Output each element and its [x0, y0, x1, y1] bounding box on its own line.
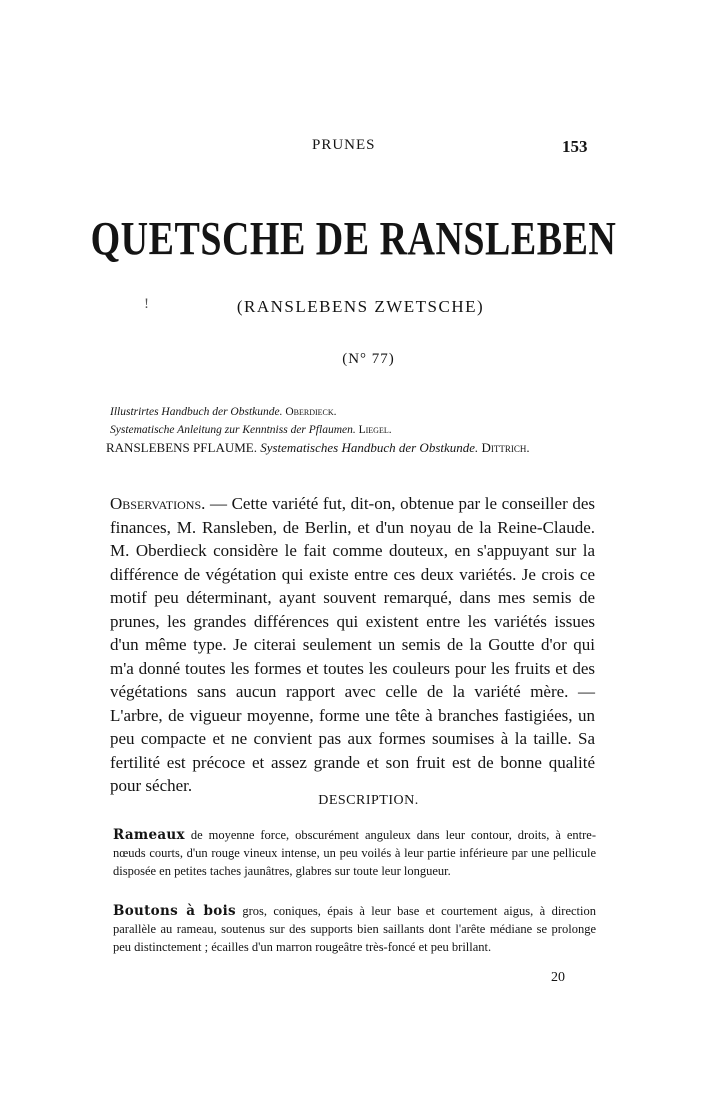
reference-author: Oberdieck. [285, 406, 337, 418]
margin-mark: ! [144, 296, 149, 312]
description-text: gros, coniques, épais à leur base et courtement aigus, à direction parallèle au rameau, soutenus sur des supports bien saillants dont l'arête médiane se prolonge peu distinctement ; écailles d'un marron rougeâtre très-foncé et peu brillant. [113, 904, 597, 954]
reference-work: Systematisches Handbuch der Obstkunde. [260, 440, 479, 455]
reference-prefix: RANSLEBENS PFLAUME. [106, 440, 257, 455]
description-lead: Boutons à bois [113, 903, 236, 919]
observations-label: Observations. [110, 494, 206, 513]
running-title: PRUNES [312, 137, 376, 153]
reference-work: Systematische Anleitung zur Kenntniss der Pflaumen. [110, 424, 356, 436]
observations-text: — Cette variété fut, dit-on, obtenue par le conseiller des finances, M. Ransleben, de Berlin, et d'un noyau de la Reine-Claude. M. Oberdieck considère le fait comme douteux, en s'appuyant sur la différence de végétation qui existe entre ces deux variétés. Je crois ce motif peu déterminant, ayant souvent remarqué, dans mes semis de prunes, les grandes différences qui existent entre les variétés issues d'un même type. Je citerai seulement un semis de la Goutte d'or qui m'a donné toutes les formes et toutes les couleurs pour les fruits et des végétations sans aucun rapport avec celle de la variété mère. — L'arbre, de vigueur moyenne, forme une tête à branches fastigiées, un peu compacte et ne convient pas aux formes soumises à la taille. Sa fertilité est précoce et assez grande et son fruit est de bonne qualité pour sécher. [110, 494, 595, 795]
reference-author: Dittrich. [481, 440, 530, 455]
variety-number: (N° 77) [342, 351, 395, 367]
reference-author: Liegel. [358, 424, 392, 436]
subtitle: (RANSLEBENS ZWETSCHE) [236, 297, 485, 316]
description-paragraph [113, 902, 596, 956]
description-paragraph [113, 826, 596, 880]
description-text: de moyenne force, obscurément anguleux dans leur contour, droits, à entre-nœuds courts, d'un rouge vineux intense, un peu voilés à leur partie inférieure par une pellicule disposée en petites taches jaunâtres, glabres sur toute leur longueur. [113, 828, 596, 878]
reference-work: Illustrirtes Handbuch der Obstkunde. [110, 406, 283, 418]
description-lead: Rameaux [113, 827, 185, 843]
description-heading: DESCRIPTION. [318, 793, 419, 808]
reference-line [108, 403, 608, 421]
page-title: QUETSCHE DE RANSLEBEN [90, 213, 617, 266]
reference-line [106, 439, 608, 457]
signature-mark: 20 [551, 970, 565, 985]
page-number: 153 [562, 137, 588, 156]
observations-paragraph [110, 492, 595, 798]
reference-line [108, 421, 608, 439]
references [108, 403, 608, 457]
running-head [0, 137, 707, 159]
